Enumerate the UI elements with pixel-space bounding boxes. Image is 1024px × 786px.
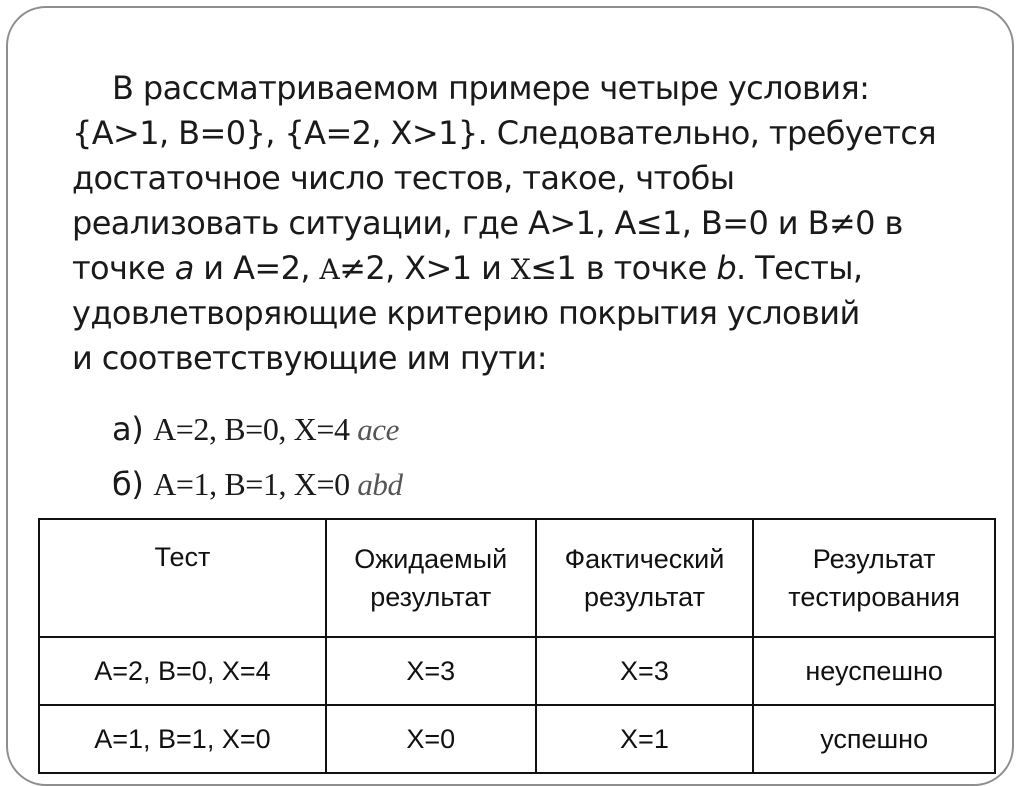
option-formula: A=2, B=0, X=4 xyxy=(153,411,358,447)
cell-result: успешно xyxy=(753,705,995,773)
table-row xyxy=(39,637,995,705)
text-fragment: . Тесты, xyxy=(736,249,863,287)
cell-expected: X=3 xyxy=(326,637,536,705)
paragraph xyxy=(72,66,972,381)
header-actual: Фактический результат xyxy=(536,519,754,637)
option-label: а) xyxy=(112,410,154,448)
point-b-label: b xyxy=(716,249,737,287)
table-row xyxy=(39,705,995,773)
paragraph-line: {A>1, B=0}, {A=2, X>1}. Следовательно, требуется xyxy=(72,114,936,152)
cell-actual: X=1 xyxy=(536,705,754,773)
cell-test: A=1, B=1, X=0 xyxy=(39,705,326,773)
cell-result: неуспешно xyxy=(753,637,995,705)
paragraph-line: В рассматриваемом примере четыре условия: xyxy=(112,69,870,107)
paragraph-line: удовлетворяющие критерию покрытия условий xyxy=(72,294,860,332)
table-header-row xyxy=(39,519,995,637)
text-fragment: и A=2, xyxy=(193,249,320,287)
text-fragment: ≤1 в точке xyxy=(530,249,717,287)
test-option-b xyxy=(112,465,403,503)
option-path: ace xyxy=(357,412,400,447)
option-label: б) xyxy=(112,465,154,503)
cell-expected: X=0 xyxy=(326,705,536,773)
text-fragment: точке xyxy=(72,249,175,287)
results-table xyxy=(38,518,996,774)
option-formula: A=1, B=1, X=0 xyxy=(153,466,358,502)
point-a-label: a xyxy=(174,249,194,287)
paragraph-line: достаточное число тестов, такое, чтобы xyxy=(72,159,735,197)
variable-x: X xyxy=(510,253,531,286)
test-option-a xyxy=(112,410,399,448)
paragraph-line: и соответствующие им пути: xyxy=(72,339,547,377)
paragraph-line xyxy=(72,246,972,291)
variable-a: A xyxy=(319,253,340,286)
cell-test: A=2, B=0, X=4 xyxy=(39,637,326,705)
paragraph-line: реализовать ситуации, где A>1, A≤1, B=0 и B≠0 в xyxy=(72,204,903,242)
cell-actual: X=3 xyxy=(536,637,754,705)
header-expected: Ожидаемый результат xyxy=(326,519,536,637)
text-fragment: ≠2, X>1 и xyxy=(339,249,511,287)
header-test: Тест xyxy=(39,519,326,637)
option-path: abd xyxy=(357,467,403,502)
header-result: Результат тестирования xyxy=(753,519,995,637)
